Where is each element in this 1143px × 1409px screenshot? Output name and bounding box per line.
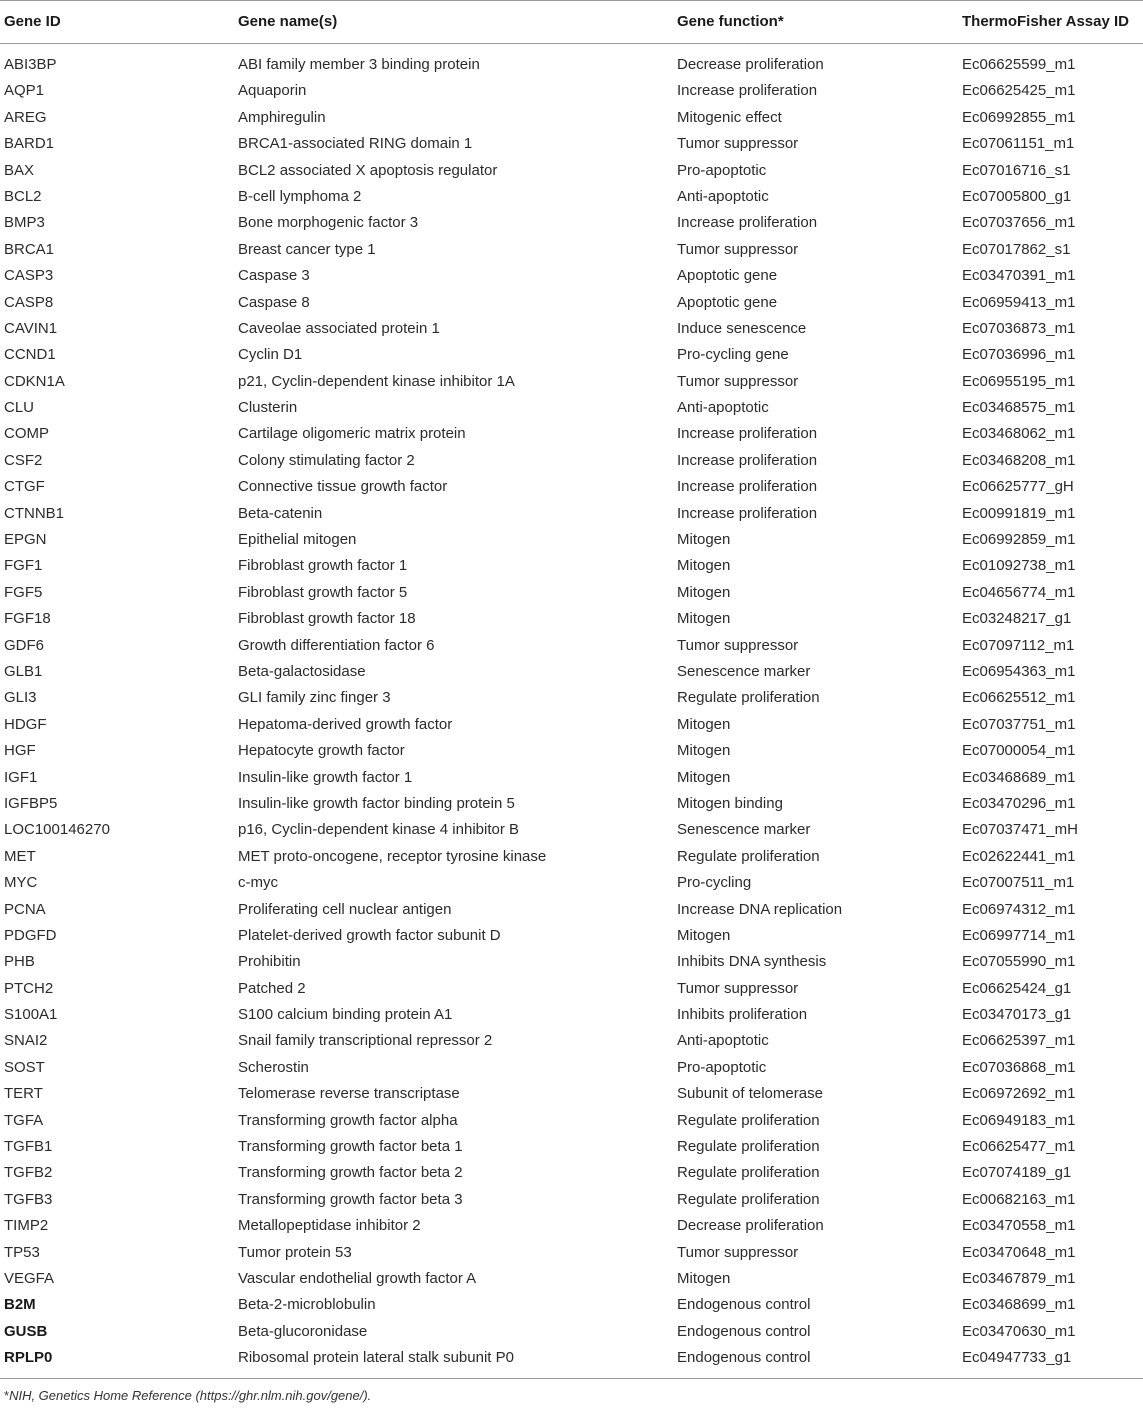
cell-assay-id: Ec06992855_m1 xyxy=(962,108,1076,126)
cell-gene-function: Senescence marker xyxy=(677,662,811,680)
cell-assay-id: Ec07000054_m1 xyxy=(962,742,1076,760)
cell-assay-id: Ec07074189_g1 xyxy=(962,1164,1072,1182)
cell-gene-function: Regulate proliferation xyxy=(677,689,820,707)
footnote-text: NIH, Genetics Home Reference (https://ghr.nlm.nih.gov/gene/). xyxy=(9,1388,372,1403)
cell-gene-id: PTCH2 xyxy=(4,979,54,997)
cell-gene-name: Insulin-like growth factor 1 xyxy=(238,768,413,786)
table-row xyxy=(0,976,1143,1002)
cell-gene-id: PDGFD xyxy=(4,926,57,944)
cell-gene-name: Connective tissue growth factor xyxy=(238,478,448,496)
table-row xyxy=(0,237,1143,263)
cell-gene-function: Regulate proliferation xyxy=(677,1138,820,1156)
cell-gene-function: Mitogen xyxy=(677,742,731,760)
cell-gene-id: GUSB xyxy=(4,1322,48,1340)
table-row xyxy=(0,765,1143,791)
cell-assay-id: Ec06972692_m1 xyxy=(962,1085,1076,1103)
cell-assay-id: Ec07055990_m1 xyxy=(962,953,1076,971)
table-row xyxy=(0,1345,1143,1371)
cell-assay-id: Ec06625397_m1 xyxy=(962,1032,1076,1050)
cell-gene-id: MYC xyxy=(4,874,38,892)
header-gene-id: Gene ID xyxy=(4,13,61,30)
cell-gene-function: Mitogen xyxy=(677,1269,731,1287)
table-footnote xyxy=(4,1388,371,1403)
cell-gene-name: Beta-2-microblobulin xyxy=(238,1296,376,1314)
cell-assay-id: Ec06625777_gH xyxy=(962,478,1074,496)
cell-assay-id: Ec03470648_m1 xyxy=(962,1243,1076,1261)
cell-assay-id: Ec06625477_m1 xyxy=(962,1138,1076,1156)
cell-assay-id: Ec02622441_m1 xyxy=(962,847,1076,865)
cell-gene-id: EPGN xyxy=(4,531,47,549)
table-row xyxy=(0,817,1143,843)
cell-gene-name: Beta-catenin xyxy=(238,504,323,522)
cell-gene-id: CAVIN1 xyxy=(4,319,58,337)
cell-gene-function: Decrease proliferation xyxy=(677,1217,824,1235)
cell-gene-id: GLB1 xyxy=(4,662,43,680)
cell-assay-id: Ec01092738_m1 xyxy=(962,557,1076,575)
cell-gene-id: GDF6 xyxy=(4,636,45,654)
cell-assay-id: Ec06625425_m1 xyxy=(962,82,1076,100)
cell-gene-function: Regulate proliferation xyxy=(677,1190,820,1208)
table-row xyxy=(0,685,1143,711)
cell-assay-id: Ec04947733_g1 xyxy=(962,1349,1072,1367)
cell-gene-id: B2M xyxy=(4,1296,36,1314)
table-row xyxy=(0,1240,1143,1266)
cell-gene-id: CSF2 xyxy=(4,451,43,469)
table-row xyxy=(0,52,1143,78)
table-row xyxy=(0,316,1143,342)
cell-gene-name: c-myc xyxy=(238,874,278,892)
cell-gene-name: Aquaporin xyxy=(238,82,307,100)
table-row xyxy=(0,1028,1143,1054)
cell-assay-id: Ec07007511_m1 xyxy=(962,874,1075,892)
cell-gene-id: CASP8 xyxy=(4,293,54,311)
cell-assay-id: Ec03470296_m1 xyxy=(962,794,1076,812)
cell-gene-function: Increase proliferation xyxy=(677,82,818,100)
table-row xyxy=(0,105,1143,131)
cell-gene-name: Hepatoma-derived growth factor xyxy=(238,715,453,733)
cell-gene-function: Mitogen xyxy=(677,557,731,575)
table-row xyxy=(0,897,1143,923)
cell-gene-function: Tumor suppressor xyxy=(677,240,799,258)
cell-gene-function: Mitogen xyxy=(677,531,731,549)
cell-gene-function: Mitogen xyxy=(677,610,731,628)
cell-gene-id: HDGF xyxy=(4,715,47,733)
table-row xyxy=(0,633,1143,659)
cell-gene-id: TGFB1 xyxy=(4,1138,53,1156)
cell-assay-id: Ec03468699_m1 xyxy=(962,1296,1076,1314)
cell-assay-id: Ec00991819_m1 xyxy=(962,504,1076,522)
table-row xyxy=(0,1108,1143,1134)
cell-gene-name: Platelet-derived growth factor subunit D xyxy=(238,926,501,944)
table-row xyxy=(0,421,1143,447)
table-body xyxy=(0,52,1143,1372)
table-row xyxy=(0,1213,1143,1239)
table-row xyxy=(0,923,1143,949)
cell-assay-id: Ec03468208_m1 xyxy=(962,451,1076,469)
cell-gene-id: FGF5 xyxy=(4,583,43,601)
header-assay-id: ThermoFisher Assay ID xyxy=(962,13,1129,30)
cell-gene-id: ABI3BP xyxy=(4,56,57,73)
cell-gene-id: VEGFA xyxy=(4,1269,55,1287)
cell-assay-id: Ec06959413_m1 xyxy=(962,293,1076,311)
cell-gene-name: Scherostin xyxy=(238,1058,309,1076)
table-row xyxy=(0,606,1143,632)
cell-gene-function: Tumor suppressor xyxy=(677,1243,799,1261)
cell-gene-id: TERT xyxy=(4,1085,43,1103)
table-row xyxy=(0,342,1143,368)
cell-gene-id: TP53 xyxy=(4,1243,40,1261)
cell-gene-function: Endogenous control xyxy=(677,1296,811,1314)
cell-gene-name: ABI family member 3 binding protein xyxy=(238,56,480,73)
cell-gene-name: Colony stimulating factor 2 xyxy=(238,451,415,469)
cell-assay-id: Ec07036868_m1 xyxy=(962,1058,1076,1076)
cell-gene-function: Induce senescence xyxy=(677,319,807,337)
table-row xyxy=(0,1319,1143,1345)
cell-gene-id: AREG xyxy=(4,108,47,126)
cell-assay-id: Ec06625512_m1 xyxy=(962,689,1076,707)
cell-assay-id: Ec06625599_m1 xyxy=(962,56,1076,73)
cell-assay-id: Ec03248217_g1 xyxy=(962,610,1072,628)
cell-gene-id: IGFBP5 xyxy=(4,794,58,812)
cell-gene-name: Snail family transcriptional repressor 2 xyxy=(238,1032,493,1050)
cell-gene-id: TGFB2 xyxy=(4,1164,53,1182)
table-row xyxy=(0,263,1143,289)
cell-gene-function: Endogenous control xyxy=(677,1349,811,1367)
footnote-marker: * xyxy=(4,1388,10,1403)
cell-gene-id: SNAI2 xyxy=(4,1032,48,1050)
table-row xyxy=(0,395,1143,421)
cell-gene-name: Amphiregulin xyxy=(238,108,326,126)
cell-gene-id: BRCA1 xyxy=(4,240,55,258)
cell-gene-function: Tumor suppressor xyxy=(677,636,799,654)
cell-gene-function: Mitogenic effect xyxy=(677,108,782,126)
table-row xyxy=(0,501,1143,527)
cell-assay-id: Ec06992859_m1 xyxy=(962,531,1076,549)
cell-gene-function: Pro-cycling gene xyxy=(677,346,789,364)
cell-assay-id: Ec07005800_g1 xyxy=(962,187,1072,205)
cell-gene-function: Increase proliferation xyxy=(677,451,818,469)
cell-gene-name: Caveolae associated protein 1 xyxy=(238,319,440,337)
cell-assay-id: Ec06974312_m1 xyxy=(962,900,1076,918)
table-row xyxy=(0,131,1143,157)
cell-gene-function: Mitogen xyxy=(677,715,731,733)
cell-assay-id: Ec06955195_m1 xyxy=(962,372,1076,390)
cell-gene-function: Regulate proliferation xyxy=(677,1111,820,1129)
cell-assay-id: Ec03470558_m1 xyxy=(962,1217,1076,1235)
cell-gene-name: Telomerase reverse transcriptase xyxy=(238,1085,460,1103)
cell-gene-function: Inhibits DNA synthesis xyxy=(677,953,827,971)
cell-gene-id: CTGF xyxy=(4,478,45,496)
cell-gene-id: MET xyxy=(4,847,36,865)
cell-gene-function: Mitogen xyxy=(677,926,731,944)
cell-assay-id: Ec03468575_m1 xyxy=(962,399,1076,417)
cell-assay-id: Ec03467879_m1 xyxy=(962,1269,1076,1287)
cell-gene-name: Transforming growth factor alpha xyxy=(238,1111,458,1129)
cell-gene-name: Vascular endothelial growth factor A xyxy=(238,1269,477,1287)
cell-gene-id: PHB xyxy=(4,953,35,971)
cell-gene-function: Regulate proliferation xyxy=(677,847,820,865)
cell-gene-name: Fibroblast growth factor 5 xyxy=(238,583,408,601)
cell-gene-name: Metallopeptidase inhibitor 2 xyxy=(238,1217,421,1235)
cell-gene-function: Increase proliferation xyxy=(677,214,818,232)
cell-assay-id: Ec07016716_s1 xyxy=(962,161,1071,179)
cell-gene-function: Apoptotic gene xyxy=(677,267,778,285)
cell-gene-function: Tumor suppressor xyxy=(677,372,799,390)
cell-gene-id: FGF1 xyxy=(4,557,43,575)
cell-gene-id: TGFA xyxy=(4,1111,44,1129)
cell-gene-id: BCL2 xyxy=(4,187,42,205)
cell-gene-id: BAX xyxy=(4,161,35,179)
cell-gene-id: GLI3 xyxy=(4,689,37,707)
cell-gene-function: Subunit of telomerase xyxy=(677,1085,823,1103)
cell-gene-name: MET proto-oncogene, receptor tyrosine kinase xyxy=(238,847,547,865)
cell-assay-id: Ec00682163_m1 xyxy=(962,1190,1076,1208)
cell-gene-function: Increase proliferation xyxy=(677,478,818,496)
table-row xyxy=(0,580,1143,606)
cell-assay-id: Ec06997714_m1 xyxy=(962,926,1076,944)
cell-gene-name: Hepatocyte growth factor xyxy=(238,742,405,760)
cell-gene-function: Regulate proliferation xyxy=(677,1164,820,1182)
cell-gene-name: BRCA1-associated RING domain 1 xyxy=(238,135,473,153)
table-row xyxy=(0,870,1143,896)
table-row xyxy=(0,553,1143,579)
table-row xyxy=(0,1134,1143,1160)
cell-assay-id: Ec07061151_m1 xyxy=(962,135,1075,153)
cell-gene-id: CLU xyxy=(4,399,35,417)
table-row xyxy=(0,474,1143,500)
cell-gene-id: CTNNB1 xyxy=(4,504,65,522)
cell-gene-id: S100A1 xyxy=(4,1006,58,1024)
cell-gene-name: Insulin-like growth factor binding protein 5 xyxy=(238,794,515,812)
cell-gene-name: Clusterin xyxy=(238,399,298,417)
cell-gene-id: RPLP0 xyxy=(4,1349,53,1367)
cell-gene-name: Transforming growth factor beta 3 xyxy=(238,1190,463,1208)
cell-gene-id: CDKN1A xyxy=(4,372,65,390)
cell-gene-function: Apoptotic gene xyxy=(677,293,778,311)
cell-assay-id: Ec07036873_m1 xyxy=(962,319,1076,337)
table-row xyxy=(0,158,1143,184)
cell-gene-id: BARD1 xyxy=(4,135,55,153)
cell-assay-id: Ec03470173_g1 xyxy=(962,1006,1072,1024)
cell-assay-id: Ec06625424_g1 xyxy=(962,979,1072,997)
table-row xyxy=(0,527,1143,553)
cell-gene-function: Endogenous control xyxy=(677,1322,811,1340)
cell-assay-id: Ec06949183_m1 xyxy=(962,1111,1076,1129)
table-row xyxy=(0,949,1143,975)
cell-assay-id: Ec06954363_m1 xyxy=(962,662,1076,680)
table-row xyxy=(0,791,1143,817)
cell-gene-name: S100 calcium binding protein A1 xyxy=(238,1006,453,1024)
cell-gene-name: Caspase 8 xyxy=(238,293,310,311)
cell-gene-id: TGFB3 xyxy=(4,1190,53,1208)
header-gene-name: Gene name(s) xyxy=(238,13,338,30)
table-bottom-rule xyxy=(0,1378,1143,1379)
cell-gene-function: Mitogen xyxy=(677,583,731,601)
cell-gene-id: PCNA xyxy=(4,900,46,918)
cell-assay-id: Ec07036996_m1 xyxy=(962,346,1076,364)
cell-gene-id: SOST xyxy=(4,1058,45,1076)
cell-gene-name: Tumor protein 53 xyxy=(238,1243,352,1261)
cell-assay-id: Ec07037471_mH xyxy=(962,821,1078,839)
cell-gene-function: Increase proliferation xyxy=(677,504,818,522)
cell-gene-function: Anti-apoptotic xyxy=(677,399,769,417)
table-row xyxy=(0,1292,1143,1318)
cell-gene-name: Proliferating cell nuclear antigen xyxy=(238,900,452,918)
cell-gene-function: Senescence marker xyxy=(677,821,811,839)
cell-gene-function: Mitogen xyxy=(677,768,731,786)
cell-assay-id: Ec07017862_s1 xyxy=(962,240,1071,258)
cell-assay-id: Ec07097112_m1 xyxy=(962,636,1075,654)
cell-gene-id: BMP3 xyxy=(4,214,45,232)
header-gene-function: Gene function* xyxy=(677,13,784,30)
table-row xyxy=(0,1266,1143,1292)
cell-gene-function: Increase proliferation xyxy=(677,425,818,443)
cell-gene-function: Tumor suppressor xyxy=(677,979,799,997)
table-row xyxy=(0,1187,1143,1213)
table-row xyxy=(0,1081,1143,1107)
cell-gene-name: Beta-glucoronidase xyxy=(238,1322,368,1340)
cell-assay-id: Ec03468062_m1 xyxy=(962,425,1076,443)
cell-gene-function: Inhibits proliferation xyxy=(677,1006,808,1024)
cell-assay-id: Ec07037751_m1 xyxy=(962,715,1076,733)
cell-gene-name: GLI family zinc finger 3 xyxy=(238,689,391,707)
cell-gene-function: Increase DNA replication xyxy=(677,900,843,918)
cell-gene-name: Cartilage oligomeric matrix protein xyxy=(238,425,466,443)
cell-gene-function: Pro-apoptotic xyxy=(677,1058,767,1076)
table-row xyxy=(0,290,1143,316)
cell-gene-name: BCL2 associated X apoptosis regulator xyxy=(238,161,498,179)
cell-gene-function: Pro-apoptotic xyxy=(677,161,767,179)
cell-gene-function: Tumor suppressor xyxy=(677,135,799,153)
cell-gene-name: Beta-galactosidase xyxy=(238,662,366,680)
cell-gene-name: Transforming growth factor beta 1 xyxy=(238,1138,463,1156)
cell-gene-name: Cyclin D1 xyxy=(238,346,303,364)
cell-assay-id: Ec03470391_m1 xyxy=(962,267,1076,285)
table-row xyxy=(0,738,1143,764)
table-row xyxy=(0,1055,1143,1081)
cell-gene-id: CCND1 xyxy=(4,346,56,364)
table-row xyxy=(0,1160,1143,1186)
table-row xyxy=(0,448,1143,474)
cell-gene-id: HGF xyxy=(4,742,36,760)
cell-assay-id: Ec04656774_m1 xyxy=(962,583,1076,601)
cell-gene-name: Fibroblast growth factor 18 xyxy=(238,610,416,628)
cell-gene-id: CASP3 xyxy=(4,267,54,285)
cell-gene-name: Fibroblast growth factor 1 xyxy=(238,557,408,575)
table-row xyxy=(0,210,1143,236)
cell-gene-name: Breast cancer type 1 xyxy=(238,240,376,258)
cell-gene-function: Anti-apoptotic xyxy=(677,1032,769,1050)
cell-gene-name: Caspase 3 xyxy=(238,267,310,285)
cell-gene-name: Ribosomal protein lateral stalk subunit P0 xyxy=(238,1349,514,1367)
cell-assay-id: Ec07037656_m1 xyxy=(962,214,1076,232)
cell-gene-id: IGF1 xyxy=(4,768,38,786)
cell-gene-id: AQP1 xyxy=(4,82,45,100)
cell-gene-name: B-cell lymphoma 2 xyxy=(238,187,362,205)
table-row xyxy=(0,1002,1143,1028)
cell-assay-id: Ec03470630_m1 xyxy=(962,1322,1076,1340)
cell-gene-id: COMP xyxy=(4,425,49,443)
cell-gene-name: Bone morphogenic factor 3 xyxy=(238,214,419,232)
cell-gene-function: Anti-apoptotic xyxy=(677,187,769,205)
table-row xyxy=(0,184,1143,210)
cell-assay-id: Ec03468689_m1 xyxy=(962,768,1076,786)
table-row xyxy=(0,78,1143,104)
cell-gene-id: FGF18 xyxy=(4,610,51,628)
cell-gene-function: Pro-cycling xyxy=(677,874,752,892)
cell-gene-id: LOC100146270 xyxy=(4,821,110,839)
cell-gene-name: Epithelial mitogen xyxy=(238,531,357,549)
table-row xyxy=(0,369,1143,395)
cell-gene-name: Transforming growth factor beta 2 xyxy=(238,1164,463,1182)
cell-gene-name: p16, Cyclin-dependent kinase 4 inhibitor B xyxy=(238,821,520,839)
cell-gene-function: Mitogen binding xyxy=(677,794,783,812)
table-row xyxy=(0,844,1143,870)
table-header-row xyxy=(0,1,1143,43)
cell-gene-function: Decrease proliferation xyxy=(677,56,824,73)
cell-gene-name: Growth differentiation factor 6 xyxy=(238,636,435,654)
cell-gene-name: Prohibitin xyxy=(238,953,301,971)
table-row xyxy=(0,712,1143,738)
cell-gene-id: TIMP2 xyxy=(4,1217,49,1235)
cell-gene-name: Patched 2 xyxy=(238,979,306,997)
cell-gene-name: p21, Cyclin-dependent kinase inhibitor 1A xyxy=(238,372,515,390)
table-row xyxy=(0,659,1143,685)
